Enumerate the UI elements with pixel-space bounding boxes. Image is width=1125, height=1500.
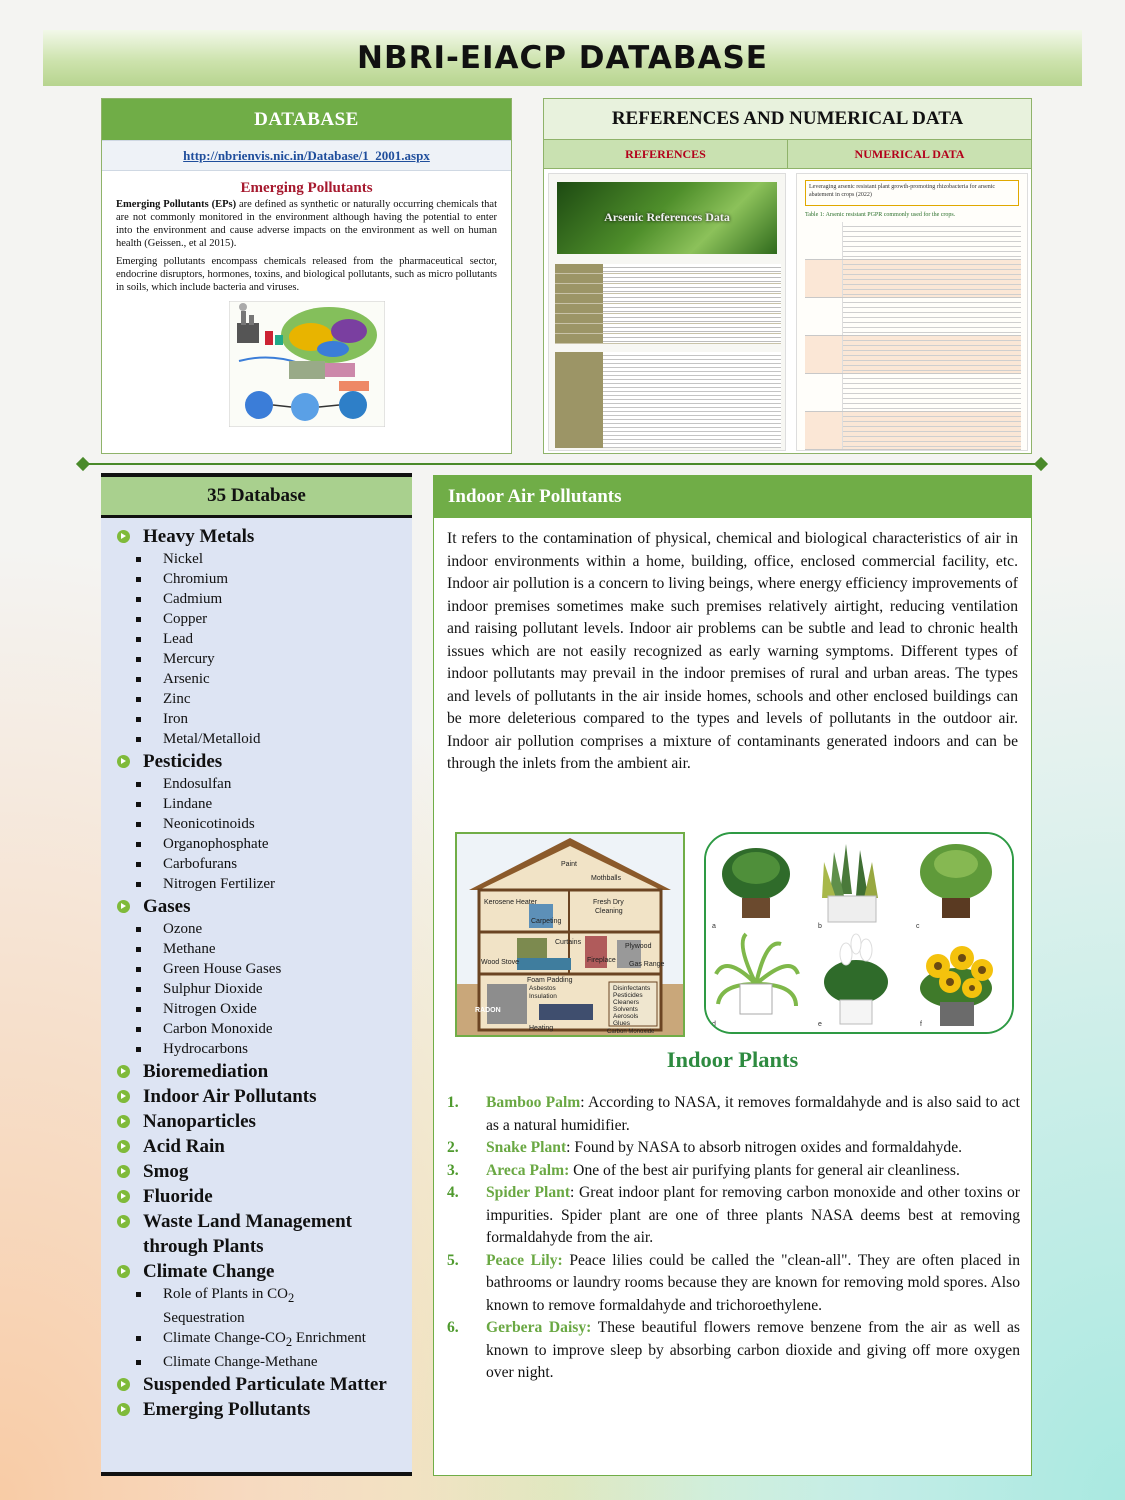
list-item[interactable]: Mercury (136, 649, 412, 669)
numerical-data-header: Leveraging arsenic resistant plant growth-promoting rhizobacteria for arsenic abatement in crops (2022) (805, 180, 1019, 206)
list-item: 3. Areca Palm: One of the best air purifying plants for general air cleanliness. (447, 1161, 960, 1179)
numerical-data-table (805, 222, 1021, 450)
arrow-bullet-icon (117, 1403, 130, 1416)
references-heading: REFERENCES AND NUMERICAL DATA (544, 99, 1031, 140)
ep-paragraph-1 (116, 199, 497, 250)
photo-label-a: a (712, 923, 716, 930)
label-cleaning: Cleaning (595, 908, 623, 915)
arrow-bullet-icon (117, 1165, 130, 1178)
indoor-air-heading: Indoor Air Pollutants (434, 476, 1031, 518)
database-list-panel (101, 473, 412, 1476)
category-fluoride[interactable]: Fluoride (115, 1184, 412, 1209)
plant-name: Areca Palm: (486, 1161, 570, 1179)
label-curtains: Curtains (555, 939, 582, 946)
references-tabs (544, 140, 1031, 169)
ep-term: Emerging Pollutants (EPs) (116, 199, 237, 211)
category-list (101, 518, 412, 1422)
divider-right-diamond (1034, 457, 1048, 471)
label-fresh-dry: Fresh Dry (593, 899, 624, 906)
arrow-bullet-icon (117, 1265, 130, 1278)
label-plywood: Plywood (625, 943, 652, 950)
category-bioremediation[interactable]: Bioremediation (115, 1059, 412, 1084)
references-thumbnail[interactable] (548, 173, 786, 451)
list-item[interactable]: Carbofurans (136, 854, 412, 874)
database-url-row (102, 140, 511, 171)
list-item[interactable]: Cadmium (136, 589, 412, 609)
list-item[interactable]: Nitrogen Oxide (136, 999, 412, 1019)
label-asbestos: Asbestos (529, 985, 556, 992)
arrow-bullet-icon (117, 530, 130, 543)
list-item[interactable]: Metal/Metalloid (136, 729, 412, 749)
photo-label-c: c (916, 923, 920, 930)
list-item[interactable]: Lead (136, 629, 412, 649)
list-item-methane[interactable]: Climate Change-Methane (136, 1352, 412, 1372)
list-item: 6. Gerbera Daisy: These beautiful flowers remove benzene from the air as well as known to improve sleep by absorbing carbon dioxide and giving off more oxygen over night. (447, 1319, 1020, 1381)
database-list-heading: 35 Database (101, 477, 412, 518)
label-fireplace: Fireplace (587, 957, 616, 964)
label-carpeting: Carpeting (531, 918, 562, 925)
plant-name: Peace Lily: (486, 1251, 563, 1269)
list-item[interactable]: Zinc (136, 689, 412, 709)
thumbnail-title: Arsenic References Data (604, 210, 730, 224)
list-item[interactable]: Endosulfan (136, 774, 412, 794)
reference-abstract-block (555, 352, 781, 448)
references-card (543, 98, 1032, 454)
divider-left-diamond (76, 457, 90, 471)
label-carbon-monoxide: Carbon Monoxide (607, 1029, 655, 1035)
category-waste-land-management[interactable]: Waste Land Management through Plants (115, 1209, 412, 1259)
category-pesticides[interactable]: Pesticides Endosulfan Lindane Neonicotinoids Organophosphate Carbofurans Nitrogen Fertilizer (115, 749, 412, 894)
label-gas-range: Gas Range (629, 961, 665, 968)
label-foam-padding: Foam Padding (527, 977, 573, 984)
indoor-air-description: It refers to the contamination of physical, chemical and biological characteristics of air in indoor environments within a home, building, office, enclosed commercial facility, etc. Indoor air pollution is a concern to living beings, where energy efficiency improvements of indoor premises sometimes make such premises relatively airtight, reducing ventilation and raising pollutant levels. Indoor air problems can be subtle and lead to chronic health issues which are not easily recognized as early warning symptoms. Different types of indoor pollutants may prevail in the indoor premises of rural and urban areas. The types and levels of pollutants in the air inside homes, schools and other enclosed buildings can be more deleterious compared to the types and levels of pollutants in the outdoor air. Indoor air pollution comprises a mixture of contaminants generated indoors and can be through the inlets from the ambient air. (447, 530, 1018, 772)
label-solvents: Solvents (613, 1006, 638, 1013)
list-item[interactable]: Iron (136, 709, 412, 729)
label-aerosols: Aerosols (613, 1013, 639, 1020)
category-indoor-air-pollutants[interactable]: Indoor Air Pollutants (115, 1084, 412, 1109)
plant-name: Gerbera Daisy: (486, 1319, 592, 1336)
list-item: 1. Bamboo Palm: According to NASA, it removes formaldahyde and is also said to act as a natural humidifier. (447, 1094, 1020, 1134)
plant-name: Bamboo Palm (486, 1094, 581, 1111)
category-suspended-particulate-matter[interactable]: Suspended Particulate Matter (115, 1372, 412, 1397)
category-heavy-metals[interactable]: Heavy Metals Nickel Chromium Cadmium Copper Lead Mercury Arsenic Zinc Iron Metal/Metalloid (115, 524, 412, 749)
photo-label-e: e (818, 1021, 822, 1028)
label-pesticides: Pesticides (613, 992, 643, 999)
database-link[interactable]: http://nbrienvis.nic.in/Database/1_2001.aspx (183, 147, 430, 163)
reference-fields-table (555, 264, 781, 344)
arrow-bullet-icon (117, 1115, 130, 1128)
label-radon: RADON (475, 1007, 501, 1014)
label-insulation: Insulation (529, 993, 557, 1000)
arrow-bullet-icon (117, 1090, 130, 1103)
category-gases[interactable]: Gases Ozone Methane Green House Gases Sulphur Dioxide Nitrogen Oxide Carbon Monoxide Hydrocarbons (115, 894, 412, 1059)
arrow-bullet-icon (117, 1190, 130, 1203)
list-item: 4. Spider Plant: Great indoor plant for removing carbon monoxide and other toxins or impurities. Spider plant are one of three plants NASA deems best at removing formaldahyde from the air. (447, 1184, 1020, 1246)
list-item[interactable]: Nickel (136, 549, 412, 569)
label-cleaners: Cleaners (613, 999, 640, 1006)
label-wood-stove: Wood Stove (481, 959, 520, 966)
category-smog[interactable]: Smog (115, 1159, 412, 1184)
tab-numerical-data[interactable]: NUMERICAL DATA (854, 146, 965, 161)
page-title: NBRI-EIACP DATABASE (357, 40, 768, 76)
list-item[interactable]: Methane (136, 939, 412, 959)
house-diagram (457, 834, 683, 1035)
page-banner (43, 30, 1082, 86)
tab-references[interactable]: REFERENCES (544, 140, 788, 168)
indoor-air-card (433, 475, 1032, 1476)
indoor-plants-title: Indoor Plants (666, 1047, 799, 1072)
numerical-data-caption: Table 1: Arsenic resistant PGPR commonly used for the crops. (805, 212, 956, 218)
sprout-banner-image (557, 182, 777, 254)
category-nanoparticles[interactable]: Nanoparticles (115, 1109, 412, 1134)
list-item[interactable]: Lindane (136, 794, 412, 814)
emerging-pollutants-diagram (229, 301, 385, 427)
list-item: 2. Snake Plant: Found by NASA to absorb nitrogen oxides and formaldahyde. (447, 1139, 963, 1156)
indoor-plants-list (447, 1092, 1020, 1385)
list-item[interactable]: Hydrocarbons (136, 1039, 412, 1059)
database-card (101, 98, 512, 454)
ep-definition: are defined as synthetic or naturally occurring chemicals that are not commonly monitored in the environment although having the potential to enter into the environment and cause adverse impacts on the environment as well on human health (Geissen., et al 2015). (116, 199, 497, 249)
arrow-bullet-icon (117, 1140, 130, 1153)
house-pollutants-illustration (455, 832, 685, 1037)
label-paint: Paint (561, 861, 577, 868)
photo-label-d: d (712, 1021, 716, 1028)
list-item[interactable]: Organophosphate (136, 834, 412, 854)
photo-label-b: b (818, 923, 822, 930)
category-emerging-pollutants[interactable]: Emerging Pollutants (115, 1397, 412, 1422)
plant-name: Snake Plant (486, 1139, 567, 1156)
arrow-bullet-icon (117, 1215, 130, 1228)
label-disinfectants: Disinfectants (613, 985, 651, 992)
list-item: 5. Peace Lily: Peace lilies could be called the "clean-all". They are often placed in bathrooms or laundry rooms because they are known for removing mold spores. Also known to remove formaldahyde and trichoroethylene. (447, 1251, 1020, 1314)
arrow-bullet-icon (117, 1378, 130, 1391)
list-item[interactable]: Neonicotinoids (136, 814, 412, 834)
list-item[interactable]: Copper (136, 609, 412, 629)
list-item[interactable]: Carbon Monoxide (136, 1019, 412, 1039)
database-heading: DATABASE (102, 99, 511, 140)
list-item[interactable]: Green House Gases (136, 959, 412, 979)
emerging-pollutants-summary (102, 171, 511, 427)
photo-label-f: f (920, 1021, 922, 1028)
list-item[interactable]: Arsenic (136, 669, 412, 689)
label-kerosene-heater: Kerosene Heater (484, 899, 537, 906)
section-divider (78, 463, 1044, 465)
arrow-bullet-icon (117, 1065, 130, 1078)
ep-paragraph-2: Emerging pollutants encompass chemicals released from the pharmaceutical sector, endocrine disruptors, hormones, toxins, and biological pollutants, such as micro pollutants in soils, which include bacteria and viruses. (116, 256, 497, 294)
list-item-co2-sequestration[interactable]: Role of Plants in $CO_2$ Sequestration (136, 1284, 412, 1328)
label-glues: Glues (613, 1020, 630, 1027)
label-mothballs: Mothballs (591, 875, 621, 882)
label-heating: Heating (529, 1025, 554, 1032)
numerical-data-thumbnail[interactable] (796, 173, 1028, 451)
list-item[interactable]: Sulphur Dioxide (136, 979, 412, 999)
list-item[interactable]: Ozone (136, 919, 412, 939)
arrow-bullet-icon (117, 755, 130, 768)
list-item[interactable]: Chromium (136, 569, 412, 589)
emerging-pollutants-title: Emerging Pollutants (240, 180, 373, 196)
list-item-co2-enrichment[interactable]: Climate Change-$CO_2$ Enrichment (136, 1328, 412, 1352)
plants-illustration (706, 834, 1012, 1032)
plant-name: Spider Plant (486, 1184, 571, 1201)
category-climate-change[interactable]: Climate Change Role of Plants in $CO_2$ Sequestration Climate Change-$CO_2$ Enrichment Climate Change-Methane (115, 1259, 412, 1372)
category-acid-rain[interactable]: Acid Rain (115, 1134, 412, 1159)
arrow-bullet-icon (117, 900, 130, 913)
indoor-plants-photo-grid (704, 832, 1014, 1034)
list-item[interactable]: Nitrogen Fertilizer (136, 874, 412, 894)
